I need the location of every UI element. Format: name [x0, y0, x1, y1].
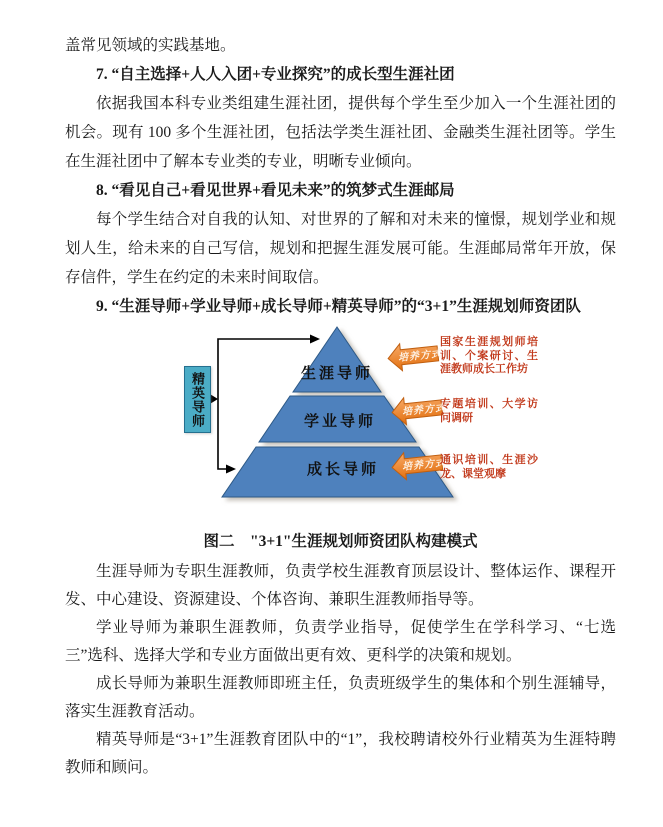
pyramid-tier-top: [293, 327, 381, 392]
elite-mentor-box: 精英导师: [184, 366, 211, 433]
section-8-body: 每个学生结合对自我的认知、对世界的了解和对未来的憧憬，规划学业和规划人生，给未来的自己写信，规划和把握生涯发展可能。生涯邮局常年开放，保存信件，学生在约定的未来时间取信。: [65, 211, 616, 286]
training-arrow-middle-label: 培养方式: [401, 402, 447, 419]
tier-bottom-note: 通识培训、生涯沙龙、课堂观摩: [440, 454, 538, 480]
tier-middle-label: 学业导师: [303, 414, 377, 430]
elite-mentor-paragraph: 精英导师是“3+1”生涯教育团队中的“1”，我校聘请校外行业精英为生涯特聘教师和顾问。: [65, 731, 616, 776]
intro-line: 盖常见领域的实践基地。: [65, 37, 236, 54]
career-mentor-paragraph: 生涯导师为专职生涯教师，负责学校生涯教育顶层设计、整体运作、课程开发、中心建设、资源建设、个体咨询、兼职生涯教师指导等。: [65, 563, 616, 608]
pyramid-diagram: [0, 321, 663, 521]
training-arrow-top-label: 培养方式: [397, 348, 443, 365]
training-arrow-bottom-label: 培养方式: [401, 457, 447, 474]
tier-middle-note: 专题培训、大学访问调研: [440, 398, 538, 424]
section-7-body: 依据我国本科专业类组建生涯社团，提供每个学生至少加入一个生涯社团的机会。现有 100 多个生涯社团，包括法学类生涯社团、金融类生涯社团等。学生在生涯社团中了解本专业类的专业，明晰专业倾向。: [65, 95, 616, 170]
academic-mentor-paragraph: 学业导师为兼职生涯教师，负责学业指导，促使学生在学科学习、“七选三”选科、选择大学和专业方面做出更有效、更科学的决策和规划。: [65, 619, 616, 664]
section-7-heading: 7. “自主选择+人人入团+专业探究”的成长型生涯社团: [96, 66, 455, 83]
section-9-heading: 9. “生涯导师+学业导师+成长导师+精英导师”的“3+1”生涯规划师资团队: [96, 298, 581, 315]
pyramid-diagram-canvas: [0, 321, 663, 521]
figure-caption: 图二 "3+1"生涯规划师资团队构建模式: [203, 533, 478, 550]
training-arrow-top: [387, 339, 445, 372]
section-8-heading: 8. “看见自己+看见世界+看见未来”的筑梦式生涯邮局: [96, 182, 455, 199]
growth-mentor-paragraph: 成长导师为兼职生涯教师即班主任，负责班级学生的集体和个别生涯辅导，落实生涯教育活动。: [65, 675, 616, 720]
tier-top-note: 国家生涯规划师培训、个案研讨、生涯教师成长工作坊: [440, 336, 538, 375]
tier-top-label: 生涯导师: [300, 366, 374, 382]
tier-bottom-label: 成长导师: [306, 462, 380, 478]
arrowhead-bottom-icon: [226, 465, 236, 474]
arrowhead-top-icon: [310, 335, 320, 344]
arrowhead-box-icon: [211, 395, 218, 403]
